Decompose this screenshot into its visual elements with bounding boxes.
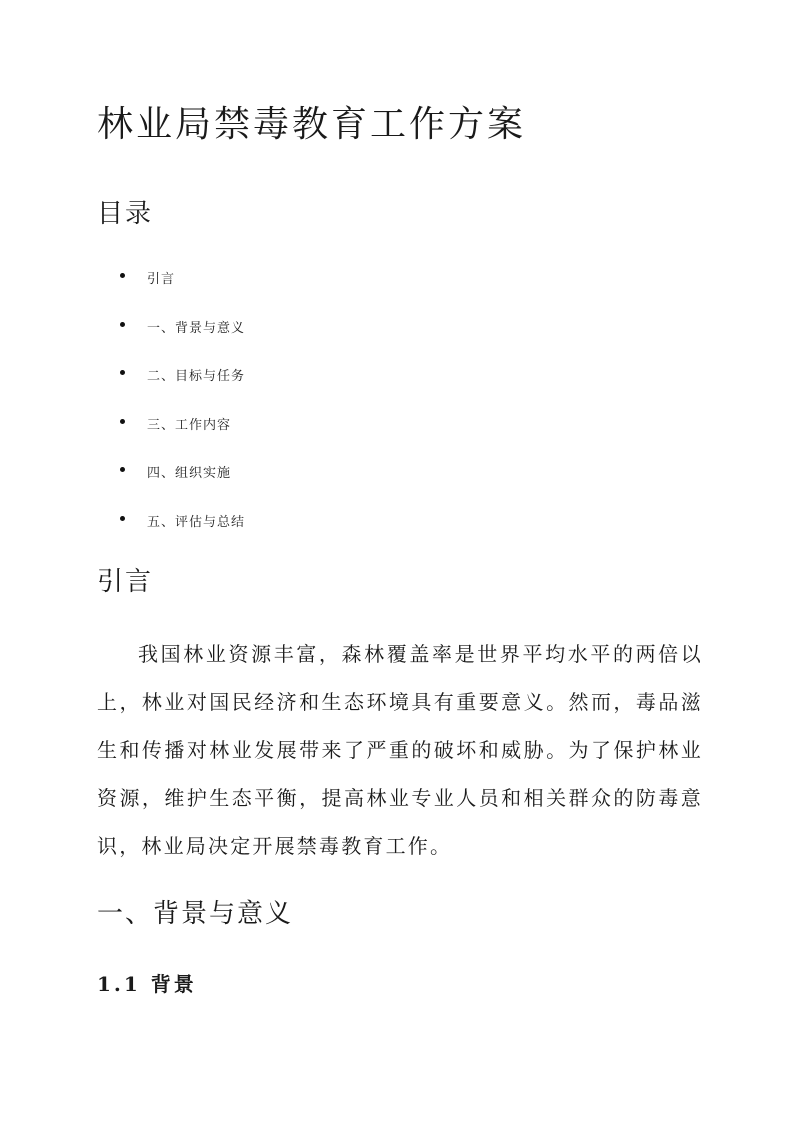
toc-item-intro[interactable] [120, 268, 245, 317]
bullet-icon [120, 322, 125, 327]
toc-item-label: 四、组织实施 [147, 466, 232, 481]
toc-item-evaluation[interactable] [120, 511, 245, 560]
table-of-contents [120, 268, 245, 559]
bullet-icon [120, 516, 125, 521]
subsection-1-1-heading: 1.1 背景 [97, 972, 197, 996]
toc-item-label: 二、目标与任务 [147, 369, 246, 384]
toc-item-label: 三、工作内容 [147, 417, 232, 433]
toc-item-label: 引言 [147, 272, 176, 287]
toc-item-content[interactable] [120, 414, 245, 463]
bullet-icon [120, 370, 125, 375]
toc-item-goals[interactable] [120, 365, 245, 414]
intro-heading: 引言 [97, 567, 154, 597]
toc-item-label: 五、评估与总结 [147, 514, 246, 530]
section-1-heading: 一、背景与意义 [97, 899, 294, 929]
document-title: 林业局禁毒教育工作方案 [97, 104, 527, 145]
intro-paragraph: 我国林业资源丰富，森林覆盖率是世界平均水平的两倍以上，林业对国民经济和生态环境具有重要意义。然而，毒品滋生和传播对林业发展带来了严重的破坏和威胁。为了保护林业资源，维护生态平衡，提高林业专业人员和相关群众的防毒意识，林业局决定开展禁毒教育工作。 [97, 642, 703, 858]
bullet-icon [120, 419, 125, 424]
toc-heading: 目录 [97, 199, 154, 229]
bullet-icon [120, 273, 125, 278]
bullet-icon [120, 467, 125, 472]
toc-item-background[interactable] [120, 317, 245, 366]
toc-item-label: 一、背景与意义 [147, 320, 246, 336]
toc-item-implementation[interactable] [120, 462, 245, 511]
